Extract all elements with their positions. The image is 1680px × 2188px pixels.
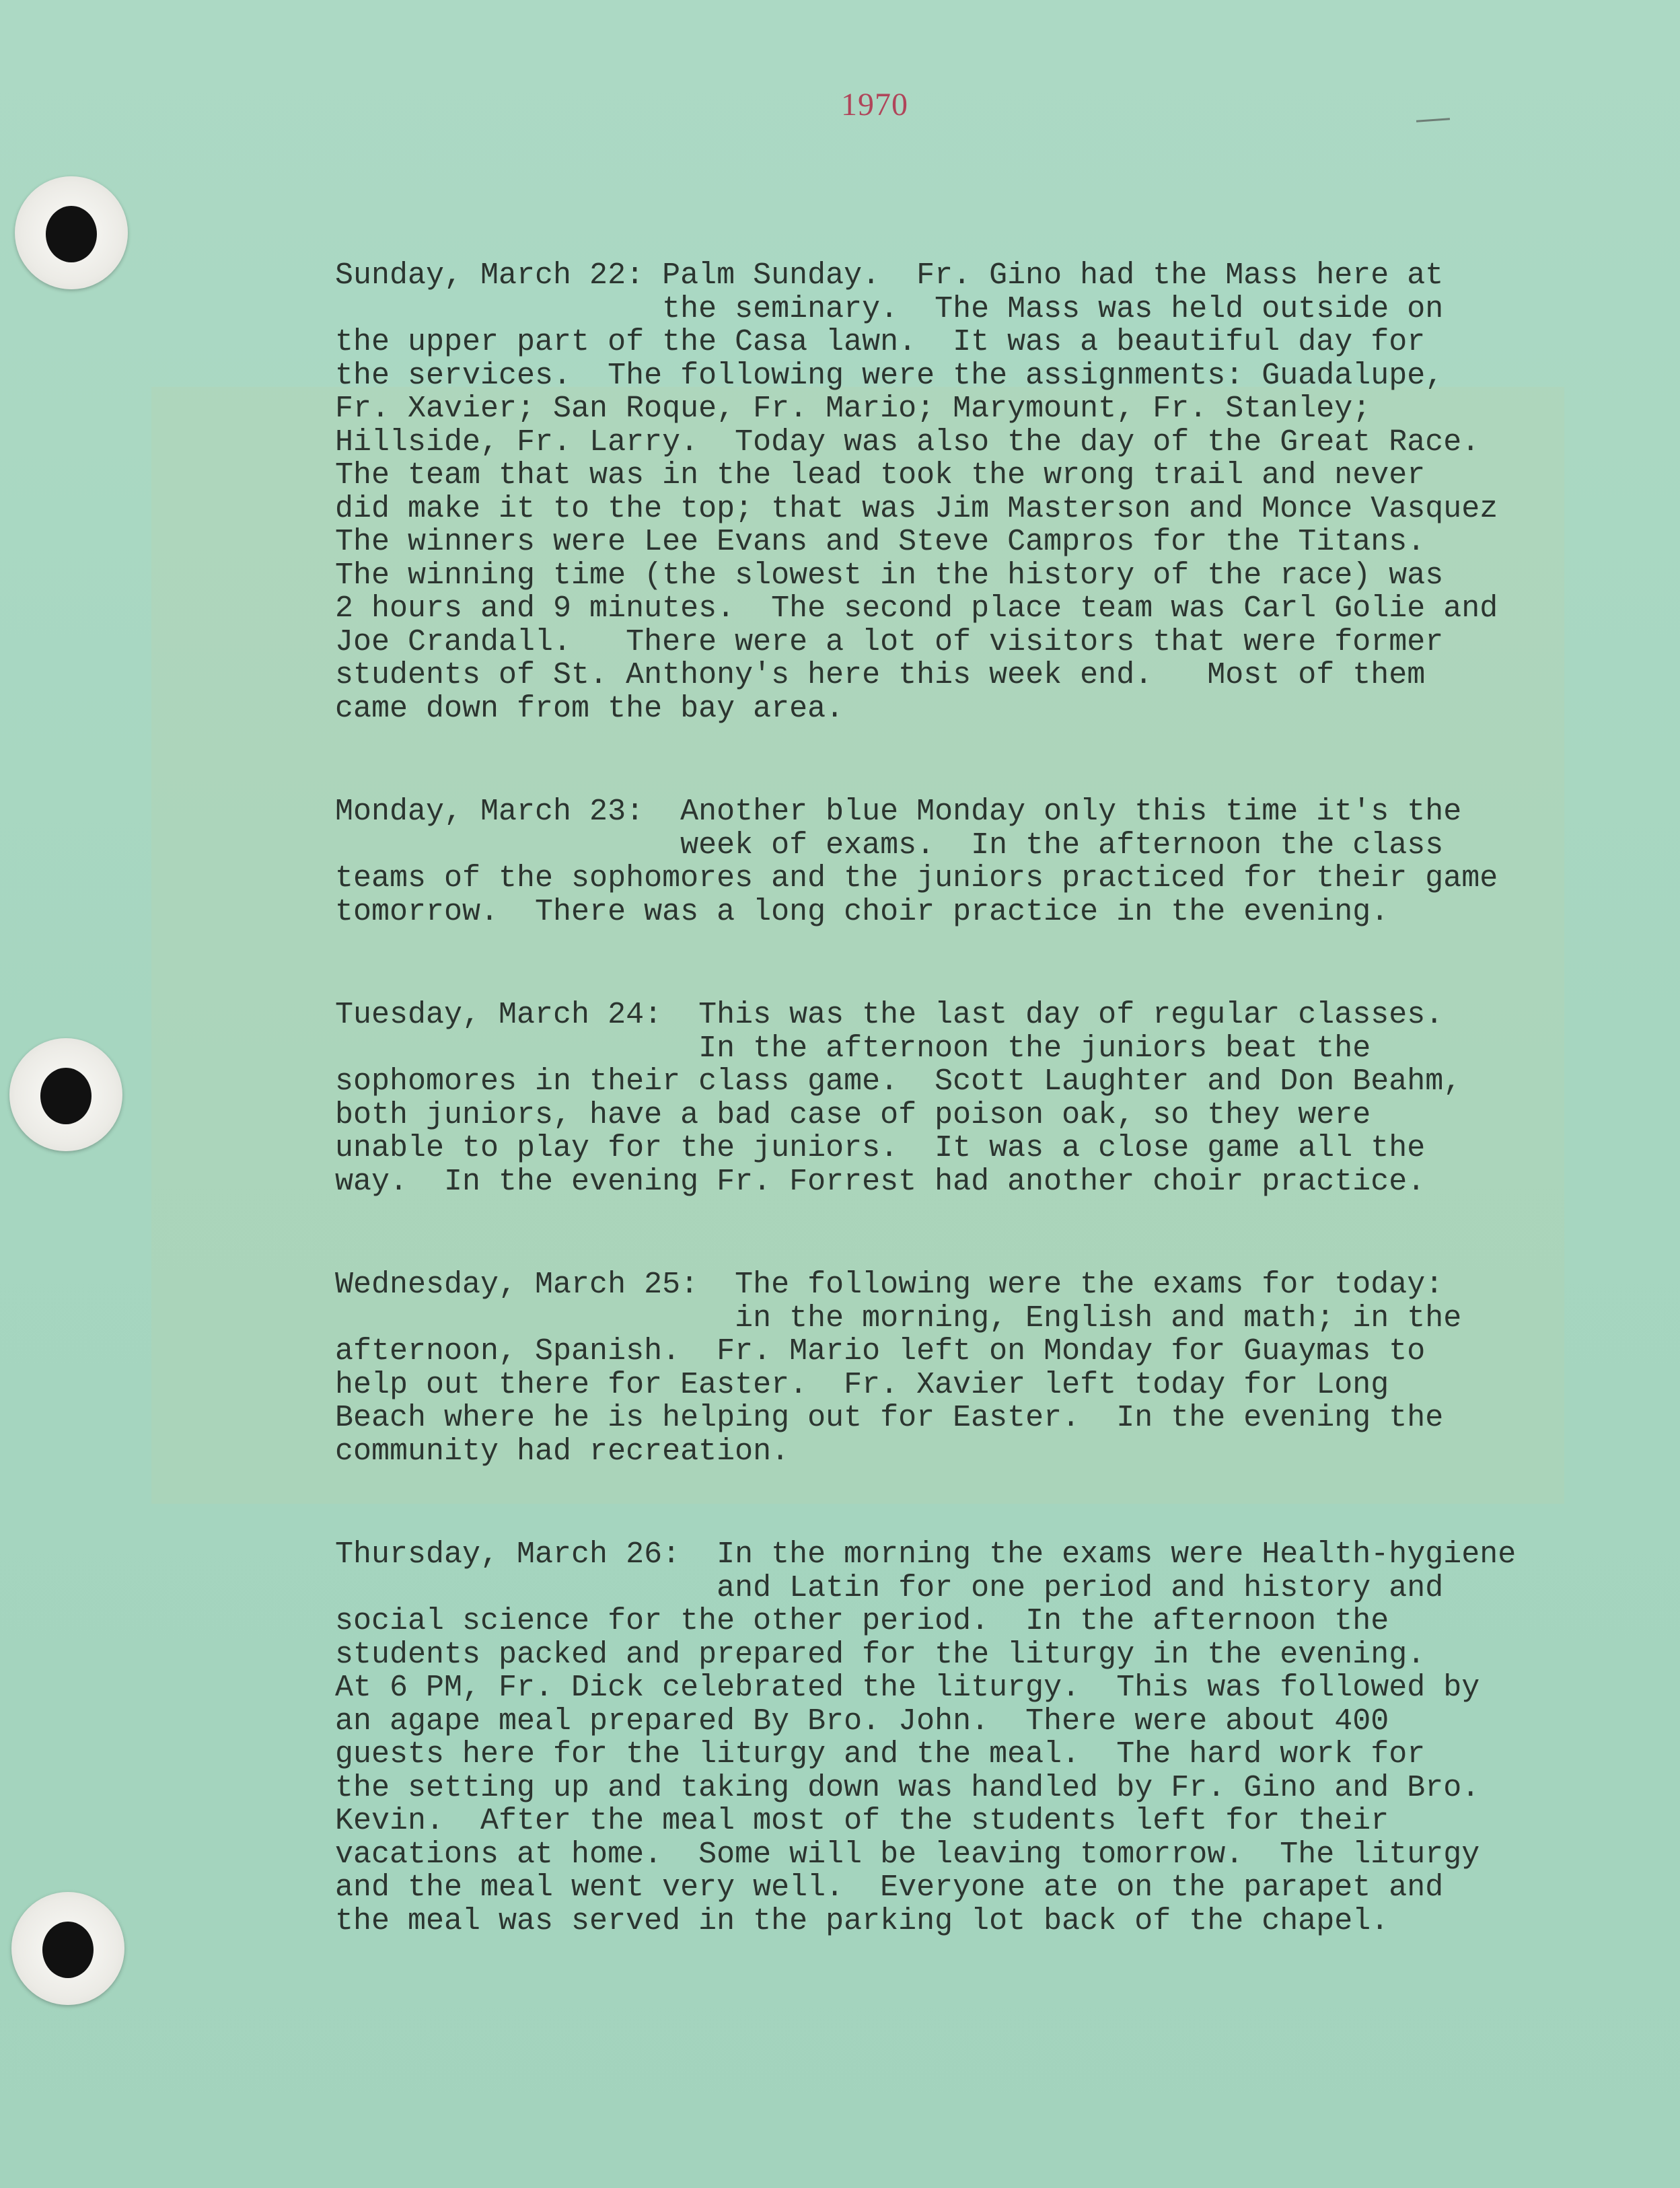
entry-line: tomorrow. There was a long choir practice in the evening.	[335, 894, 1389, 929]
entry-line: At 6 PM, Fr. Dick celebrated the liturgy. This was followed by	[335, 1671, 1480, 1705]
entry-line: vacations at home. Some will be leaving tomorrow. The liturgy	[335, 1837, 1480, 1872]
journal-entries	[335, 259, 1674, 2008]
entry-thursday-march-26	[335, 1538, 1674, 1938]
entry-line: the services. The following were the assignments: Guadalupe,	[335, 358, 1444, 393]
entry-sunday-march-22	[335, 259, 1674, 725]
entry-line: came down from the bay area.	[335, 691, 844, 726]
entry-line: the seminary. The Mass was held outside on	[335, 291, 1444, 326]
page-year: 1970	[841, 87, 908, 122]
entry-line: the upper part of the Casa lawn. It was a beautiful day for	[335, 325, 1426, 359]
entry-line: the setting up and taking down was handled by Fr. Gino and Bro.	[335, 1770, 1480, 1805]
binder-hole-top	[15, 176, 128, 289]
pencil-mark	[1416, 118, 1450, 122]
entry-line: an agape meal prepared By Bro. John. There were about 400	[335, 1704, 1389, 1739]
entry-line: teams of the sophomores and the juniors practiced for their game	[335, 861, 1498, 896]
entry-line: community had recreation.	[335, 1434, 790, 1469]
entry-line: the meal was served in the parking lot back of the chapel.	[335, 1903, 1389, 1938]
entry-line: students packed and prepared for the liturgy in the evening.	[335, 1637, 1426, 1672]
entry-line: and the meal went very well. Everyone ate on the parapet and	[335, 1870, 1444, 1905]
entry-line: in the morning, English and math; in the	[335, 1301, 1462, 1336]
entry-monday-march-23	[335, 795, 1674, 928]
binder-hole-middle	[9, 1038, 122, 1151]
entry-line: Tuesday, March 24: This was the last day of regular classes.	[335, 998, 1444, 1032]
entry-line: sophomores in their class game. Scott Laughter and Don Beahm,	[335, 1064, 1462, 1099]
binder-hole-bottom	[11, 1892, 124, 2005]
entry-line: did make it to the top; that was Jim Masterson and Monce Vasquez	[335, 491, 1498, 526]
entry-wednesday-march-25	[335, 1268, 1674, 1468]
entry-line: Wednesday, March 25: The following were the exams for today:	[335, 1268, 1444, 1302]
entry-line: unable to play for the juniors. It was a close game all the	[335, 1131, 1426, 1165]
entry-line: both juniors, have a bad case of poison oak, so they were	[335, 1097, 1371, 1132]
entry-line: Thursday, March 26: In the morning the exams were Health-hygiene	[335, 1537, 1517, 1572]
entry-line: Sunday, March 22: Palm Sunday. Fr. Gino had the Mass here at	[335, 258, 1444, 293]
entry-line: Joe Crandall. There were a lot of visitors that were former	[335, 624, 1444, 659]
entry-line: way. In the evening Fr. Forrest had another choir practice.	[335, 1164, 1426, 1199]
entry-line: In the afternoon the juniors beat the	[335, 1031, 1371, 1066]
entry-line: social science for the other period. In the afternoon the	[335, 1604, 1389, 1638]
entry-line: The winners were Lee Evans and Steve Campros for the Titans.	[335, 525, 1426, 559]
entry-line: week of exams. In the afternoon the class	[335, 828, 1444, 863]
entry-line: Kevin. After the meal most of the students left for their	[335, 1804, 1389, 1838]
entry-line: Beach where he is helping out for Easter. In the evening the	[335, 1401, 1444, 1435]
entry-line: Hillside, Fr. Larry. Today was also the day of the Great Race.	[335, 425, 1480, 460]
entry-line: help out there for Easter. Fr. Xavier left today for Long	[335, 1367, 1389, 1402]
entry-line: students of St. Anthony's here this week end. Most of them	[335, 658, 1426, 692]
entry-line: and Latin for one period and history and	[335, 1570, 1444, 1605]
entry-tuesday-march-24	[335, 998, 1674, 1198]
entry-line: Monday, March 23: Another blue Monday only this time it's the	[335, 795, 1462, 829]
entry-line: The team that was in the lead took the wrong trail and never	[335, 458, 1426, 493]
entry-line: Fr. Xavier; San Roque, Fr. Mario; Marymount, Fr. Stanley;	[335, 392, 1371, 426]
entry-line: 2 hours and 9 minutes. The second place team was Carl Golie and	[335, 591, 1498, 626]
entry-line: The winning time (the slowest in the history of the race) was	[335, 558, 1444, 593]
entry-line: afternoon, Spanish. Fr. Mario left on Monday for Guaymas to	[335, 1334, 1426, 1369]
entry-line: guests here for the liturgy and the meal. The hard work for	[335, 1737, 1426, 1772]
